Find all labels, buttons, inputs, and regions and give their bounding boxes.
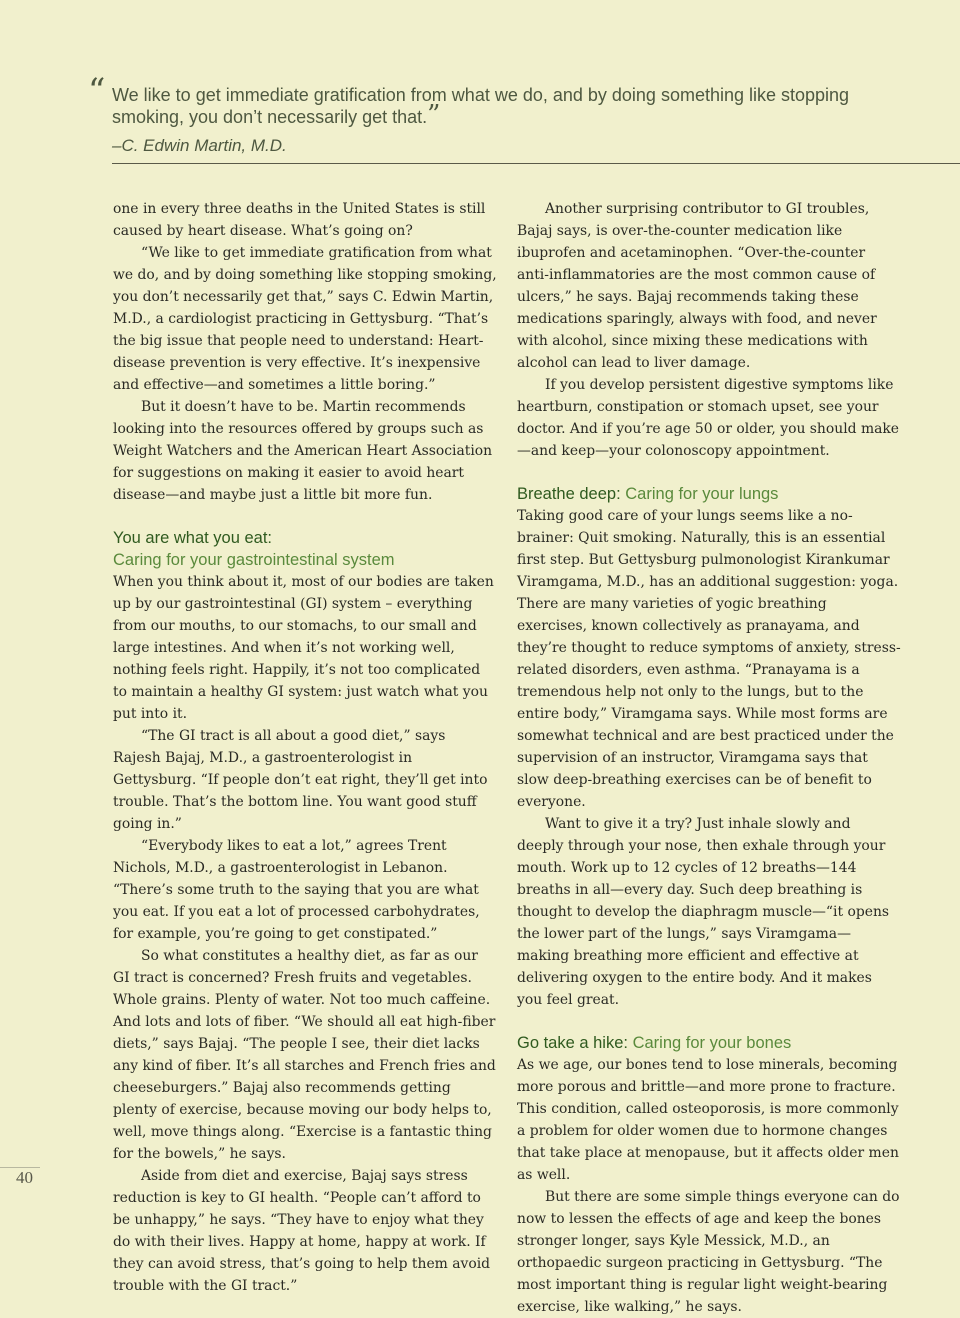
paragraph: “Everybody likes to eat a lot,” agrees Trent Nichols, M.D., a gastroenterologist in Lebanon. “There’s some truth to the saying that you are what you eat. If you eat a lot of processed carbohydrates, for example, you’re going to get constipated.” — [113, 838, 480, 942]
section-heading-sub: Caring for your lungs — [625, 485, 779, 503]
paragraph: “The GI tract is all about a good diet,” says Rajesh Bajaj, M.D., a gastroenterologist in Gettysburg. “If people don’t eat right, they’ll get into trouble. That’s the bottom line. You want good stuff going in.” — [113, 728, 488, 832]
paragraph: “We like to get immediate gratification from what we do, and by doing something like stopping smoking, you don’t necessarily get that,” says C. Edwin Martin, M.D., a cardiologist practicing in Gettysburg. “That’s the big issue that people need to understand: Heart-disease prevention is very effective. It’s inexpensive and effective—and sometimes a little boring.” — [113, 245, 497, 393]
pull-quote — [112, 84, 882, 128]
section-heading-main: You are what you eat: — [113, 529, 273, 547]
section-heading-gi — [113, 527, 497, 571]
paragraph: one in every three deaths in the United States is still caused by heart disease. What’s going on? — [113, 201, 486, 239]
open-quote-mark: “ — [88, 71, 106, 111]
left-column — [113, 198, 497, 1297]
pull-quote-text: We like to get immediate gratification from what we do, and by doing something like stopping smoking, you don’t necessarily get that. — [112, 85, 850, 127]
paragraph: Aside from diet and exercise, Bajaj says stress reduction is key to GI health. “People can’t afford to be unhappy,” he says. “They have to enjoy what they do with their lives. Happy at home, happy at work. If they can avoid stress, that’s going to help them avoid trouble with the GI tract.” — [113, 1168, 491, 1294]
paragraph: As we age, our bones tend to lose minerals, becoming more porous and brittle—and more prone to fracture. This condition, called osteoporosis, is more commonly a problem for older women due to hormone changes that take place at menopause, but it affects older men as well. — [517, 1057, 899, 1183]
pull-quote-attribution: –C. Edwin Martin, M.D. — [112, 136, 287, 155]
section-heading-bones — [517, 1032, 901, 1054]
paragraph: Another surprising contributor to GI troubles, Bajaj says, is over-the-counter medication like ibuprofen and acetaminophen. “Over-the-counter anti-inflammatories are the most common cause of ulcers,” he says. Bajaj recommends taking these medications sparingly, always with food, and never with alcohol, since mixing these medications with alcohol can lead to liver damage. — [517, 201, 877, 371]
close-quote-mark: ” — [427, 100, 441, 130]
section-heading-lungs — [517, 483, 901, 505]
section-heading-sub: Caring for your gastrointestinal system — [113, 551, 395, 569]
header-rule — [112, 163, 960, 164]
section-heading-sub: Caring for your bones — [632, 1034, 792, 1052]
paragraph: But there are some simple things everyone can do now to lessen the effects of age and keep the bones stronger longer, says Kyle Messick, M.D., an orthopaedic surgeon practicing in Gettysburg. “The most important thing is regular light weight-bearing exercise, like walking,” he says. — [517, 1189, 900, 1315]
right-column — [517, 198, 901, 1318]
paragraph: When you think about it, most of our bodies are taken up by our gastrointestinal (GI) system – everything from our mouths, to our stomachs, to our small and large intestines. And when it’s not working well, nothing feels right. Happily, it’s not too complicated to maintain a healthy GI system: just watch what you put into it. — [113, 574, 494, 722]
paragraph: Taking good care of your lungs seems like a no-brainer: Quit smoking. Naturally, this is an essential first step. But Gettysburg pulmonologist Kirankumar Viramgama, M.D., has an additional suggestion: yoga. There are many varieties of yogic breathing exercises, known collectively as pranayama, and they’re thought to reduce symptoms of anxiety, stress-related disorders, even asthma. “Pranayama is a tremendous help not only to the lungs, but to the entire body,” Viramgama says. While most forms are somewhat technical and are best practiced under the supervision of an instructor, Viramgama says that slow deep-breathing exercises can be of benefit to everyone. — [517, 508, 901, 810]
paragraph: So what constitutes a healthy diet, as far as our GI tract is concerned? Fresh fruits and vegetables. Whole grains. Plenty of water. Not too much caffeine. And lots and lots of fiber. “We should all eat high-fiber diets,” says Bajaj. “The people I see, their diet lacks any kind of fiber. It’s all starches and French fries and cheeseburgers.” Bajaj also recommends getting plenty of exercise, because moving our body helps to, well, move things along. “Exercise is a fantastic thing for the bowels,” he says. — [113, 948, 496, 1162]
paragraph: If you develop persistent digestive symptoms like heartburn, constipation or stomach upset, see your doctor. And if you’re age 50 or older, you should make—and keep—your colonoscopy appointment. — [517, 377, 900, 459]
paragraph: But it doesn’t have to be. Martin recommends looking into the resources offered by groups such as Weight Watchers and the American Heart Association for suggestions on making it easier to avoid heart disease—and maybe just a little bit more fun. — [113, 399, 493, 503]
page-number: 40 — [16, 1168, 33, 1187]
section-heading-main: Go take a hike: — [517, 1034, 628, 1052]
section-heading-main: Breathe deep: — [517, 485, 621, 503]
paragraph: Want to give it a try? Just inhale slowly and deeply through your nose, then exhale through your mouth. Work up to 12 cycles of 12 breaths—144 breaths in all—every day. Such deep breathing is thought to develop the diaphragm muscle—“it opens the lower part of the lungs,” says Viramgama—making breathing more efficient and effective at delivering oxygen to the entire body. And it makes you feel great. — [517, 816, 890, 1008]
